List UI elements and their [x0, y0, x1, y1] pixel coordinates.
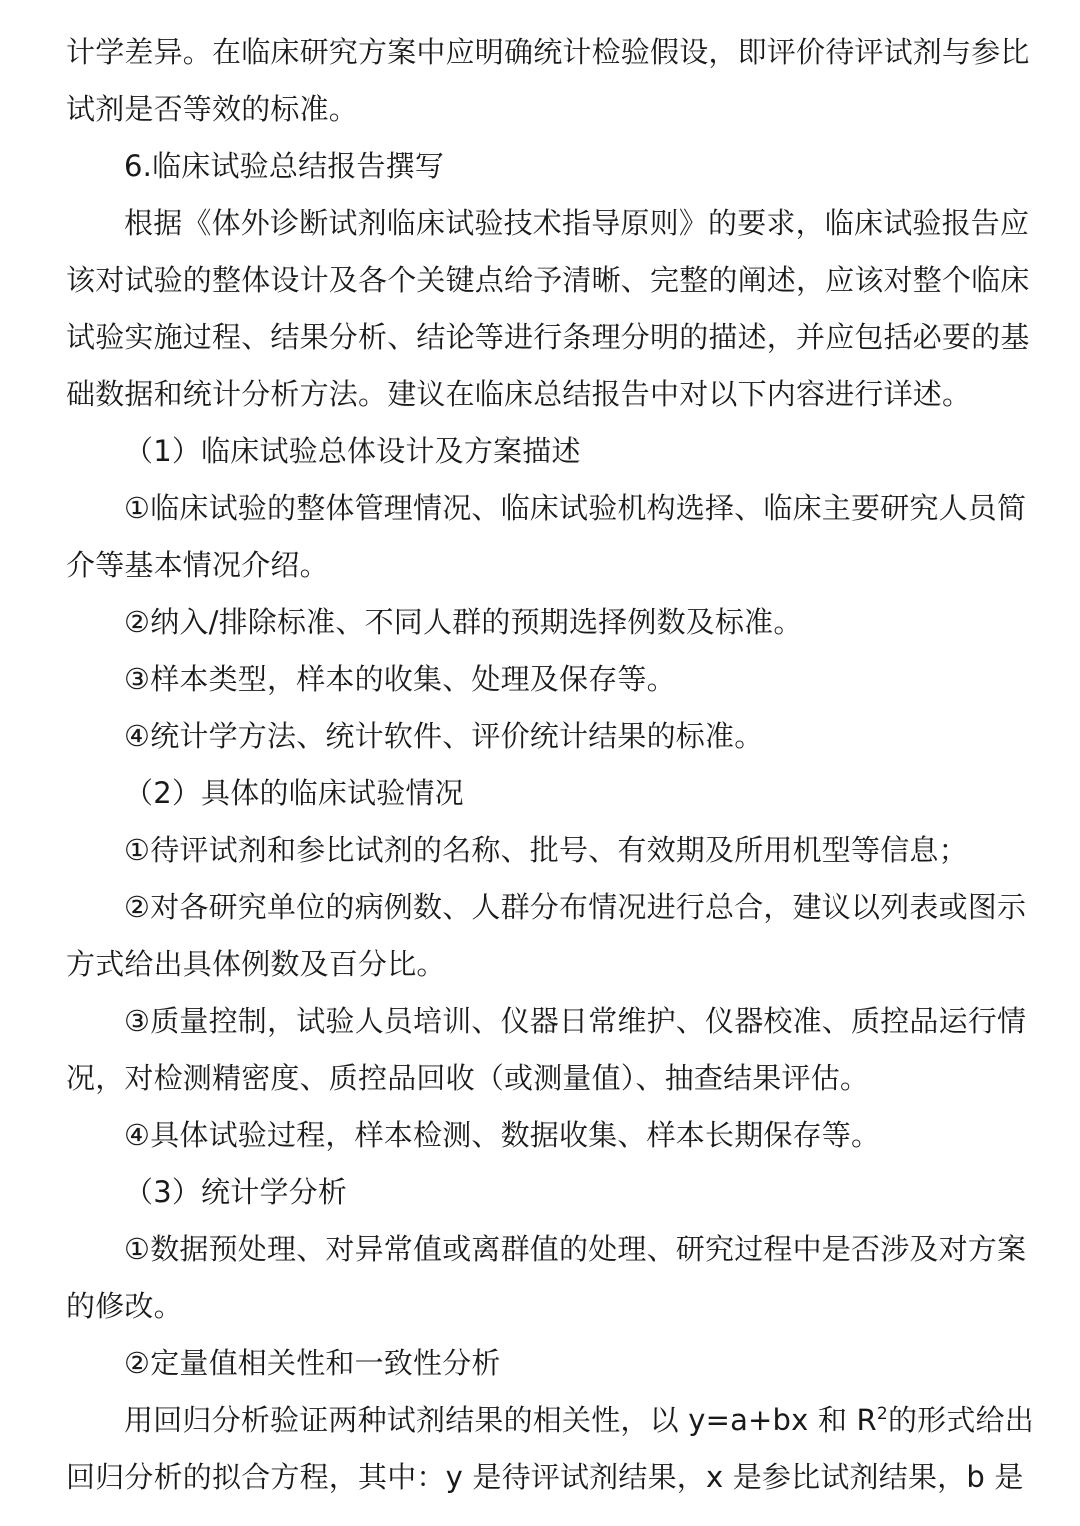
paragraph-line: 试剂是否等效的标准。: [66, 92, 359, 126]
list-item: ③样本类型，样本的收集、处理及保存等。: [124, 662, 676, 696]
paragraph-line-with-formula: [124, 1392, 1034, 1449]
list-item: ③质量控制，试验人员培训、仪器日常维护、仪器校准、质控品运行情: [124, 1004, 1027, 1038]
list-item: ②对各研究单位的病例数、人群分布情况进行总合，建议以列表或图示: [124, 890, 1027, 924]
paragraph-line: 础数据和统计分析方法。建议在临床总结报告中对以下内容进行详述。: [66, 377, 972, 411]
list-item: ④统计学方法、统计软件、评价统计结果的标准。: [124, 719, 764, 753]
list-item-continuation: 介等基本情况介绍。: [66, 548, 329, 582]
list-item: ①数据预处理、对异常值或离群值的处理、研究过程中是否涉及对方案: [124, 1232, 1027, 1266]
superscript-2: 2: [876, 1404, 888, 1424]
paragraph-line: 根据《体外诊断试剂临床试验技术指导原则》的要求，临床试验报告应: [124, 206, 1030, 240]
list-item: ②定量值相关性和一致性分析: [124, 1346, 501, 1380]
subsection-heading: （3）统计学分析: [124, 1175, 348, 1209]
list-item: ②纳入/排除标准、不同人群的预期选择例数及标准。: [124, 605, 803, 639]
list-item: ④具体试验过程，样本检测、数据收集、样本长期保存等。: [124, 1118, 881, 1152]
subsection-heading: （2）具体的临床试验情况: [124, 776, 464, 810]
formula-tail: 的形式给出: [887, 1403, 1034, 1437]
section-heading: 6.临床试验总结报告撰写: [124, 149, 445, 183]
paragraph-line: 回归分析的拟合方程，其中：y 是待评试剂结果，x 是参比试剂结果，b 是: [66, 1460, 1024, 1494]
paragraph-line: 计学差异。在临床研究方案中应明确统计检验假设，即评价待评试剂与参比: [66, 35, 1030, 69]
list-item-continuation: 方式给出具体例数及百分比。: [66, 947, 446, 981]
list-item-continuation: 况，对检测精密度、质控品回收（或测量值）、抽查结果评估。: [66, 1061, 870, 1095]
paragraph-line: 试验实施过程、结果分析、结论等进行条理分明的描述，并应包括必要的基: [66, 320, 1030, 354]
list-item: ①待评试剂和参比试剂的名称、批号、有效期及所用机型等信息；: [124, 833, 968, 867]
list-item-continuation: 的修改。: [66, 1289, 183, 1323]
subsection-heading: （1）临床试验总体设计及方案描述: [124, 434, 581, 468]
list-item: ①临床试验的整体管理情况、临床试验机构选择、临床主要研究人员简: [124, 491, 1027, 525]
formula-text: 用回归分析验证两种试剂结果的相关性，以 y=a+bx 和 R: [124, 1403, 877, 1437]
paragraph-line: 该对试验的整体设计及各个关键点给予清晰、完整的阐述，应该对整个临床: [66, 263, 1030, 297]
